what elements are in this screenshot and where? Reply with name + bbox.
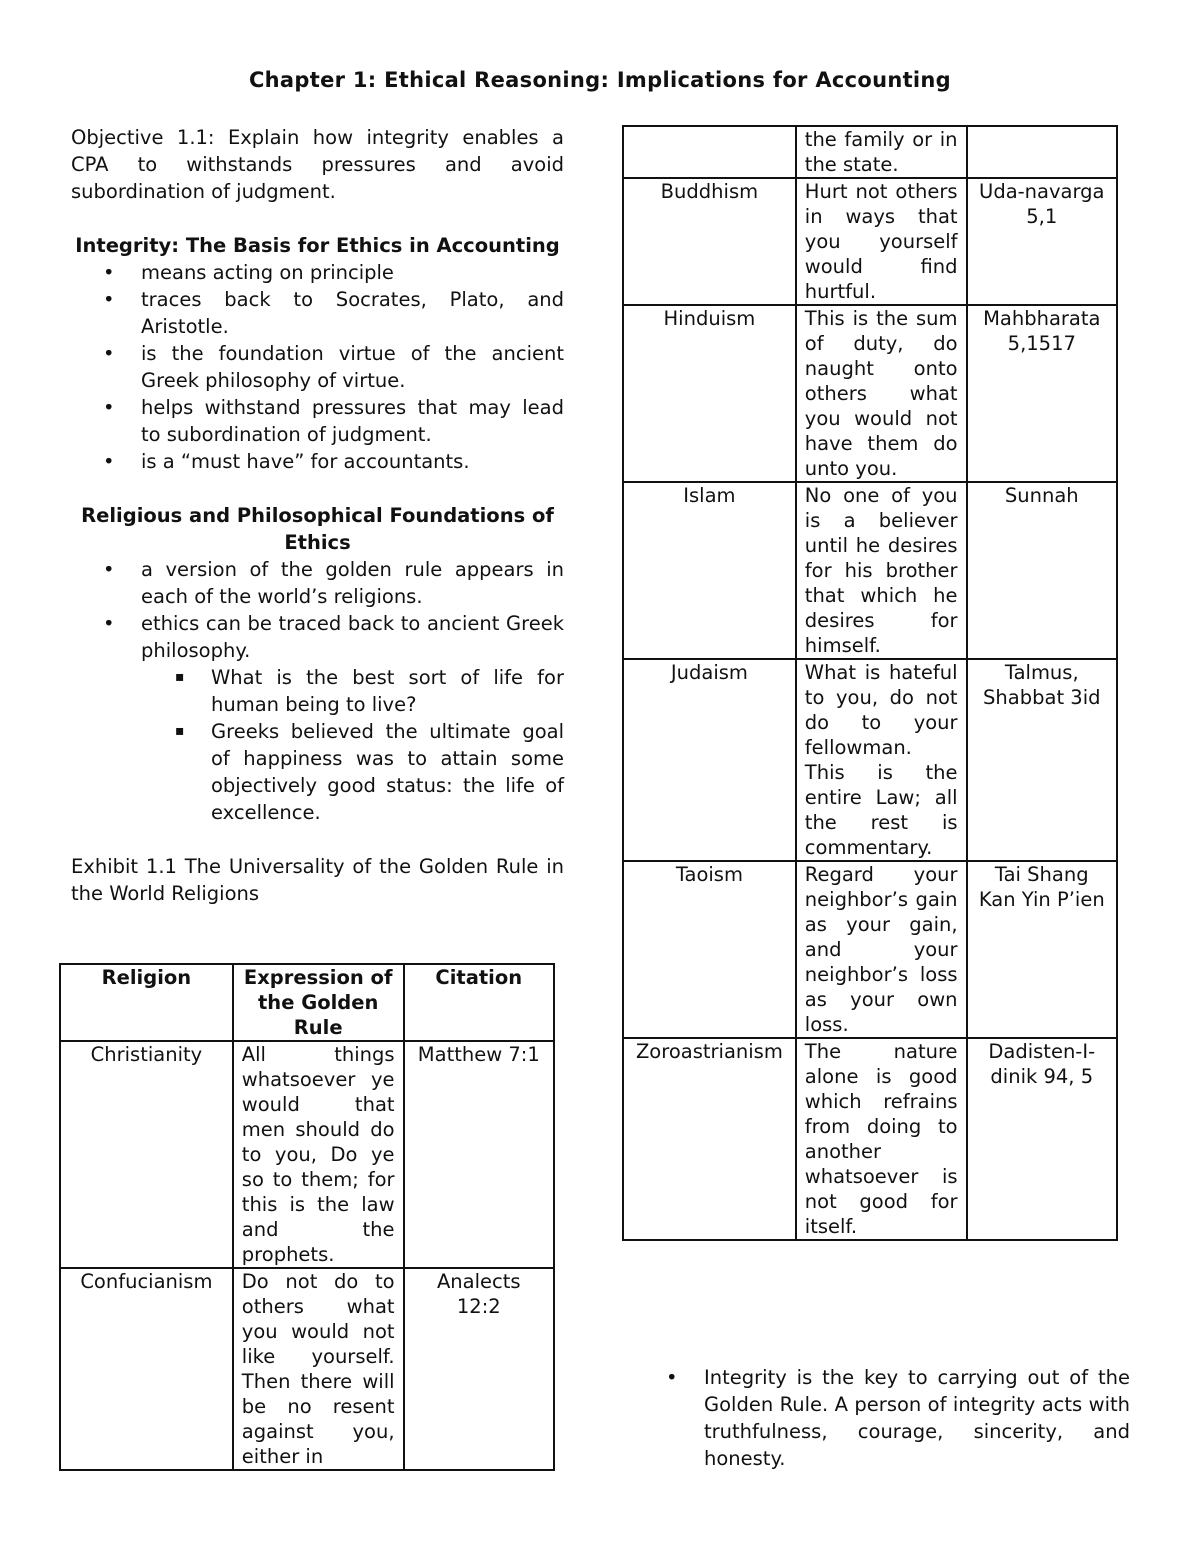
foundations-bullet-list	[71, 556, 564, 664]
table-row	[623, 178, 1117, 305]
expression-cell: Hurt not others in ways that you yourself would find hurtful.	[796, 178, 967, 305]
citation-cell: Uda-navarga 5,1	[967, 178, 1117, 305]
closing-bullet-list	[634, 1364, 1130, 1472]
expression-cell: All things whatsoever ye would that men should do to you, Do ye so to them; for this is the law and the prophets.	[233, 1041, 404, 1268]
citation-cell: Tai Shang Kan Yin P’ien	[967, 861, 1117, 1038]
expression-cell: Regard your neighbor’s gain as your gain, and your neighbor’s loss as your own loss.	[796, 861, 967, 1038]
citation-cell: Mahbharata 5,1517	[967, 305, 1117, 482]
foundations-heading: Religious and Philosophical Foundations of Ethics	[81, 504, 554, 554]
religion-cell: Taoism	[623, 861, 796, 1038]
header-expression: Expression of the Golden Rule	[233, 964, 404, 1041]
citation-cell: Talmus, Shabbat 3id	[967, 659, 1117, 861]
religion-cell: Christianity	[60, 1041, 233, 1268]
header-citation: Citation	[404, 964, 554, 1041]
foundations-sub-list	[71, 664, 564, 826]
page-title: Chapter 1: Ethical Reasoning: Implications for Accounting	[248, 68, 952, 92]
religion-cell	[623, 126, 796, 178]
religion-cell: Buddhism	[623, 178, 796, 305]
left-column	[71, 124, 564, 907]
list-item: • means acting on principle	[71, 259, 564, 286]
list-item: • helps withstand pressures that may lead to subordination of judgment.	[71, 394, 564, 448]
list-item: • a version of the golden rule appears in each of the world’s religions.	[71, 556, 564, 610]
citation-cell: Analects 12:2	[404, 1268, 554, 1470]
integrity-bullet-list	[71, 259, 564, 475]
list-item: • Integrity is the key to carrying out of the Golden Rule. A person of integrity acts with truthfulness, courage, sincerity, and honesty.	[634, 1364, 1130, 1472]
citation-cell: Dadisten-I-dinik 94, 5	[967, 1038, 1117, 1240]
religion-cell: Islam	[623, 482, 796, 659]
citation-cell: Matthew 7:1	[404, 1041, 554, 1268]
expression-cell: Do not do to others what you would not like yourself. Then there will be no resent against you, either in	[233, 1268, 404, 1470]
expression-cell: This is the sum of duty, do naught onto others what you would not have them do unto you.	[796, 305, 967, 482]
religion-cell: Confucianism	[60, 1268, 233, 1470]
table-row	[623, 305, 1117, 482]
objective-text: Objective 1.1: Explain how integrity enables a CPA to withstands pressures and avoid subordination of judgment.	[71, 126, 564, 203]
religion-cell: Judaism	[623, 659, 796, 861]
religion-cell: Hinduism	[623, 305, 796, 482]
citation-cell: Sunnah	[967, 482, 1117, 659]
exhibit-caption: Exhibit 1.1 The Universality of the Golden Rule in the World Religions	[71, 855, 564, 905]
table-row	[60, 1268, 554, 1470]
table-row	[623, 1038, 1117, 1240]
table-row	[623, 126, 1117, 178]
table-row	[623, 659, 1117, 861]
table-row	[623, 482, 1117, 659]
expression-cell: The nature alone is good which refrains from doing to another whatsoever is not good for itself.	[796, 1038, 967, 1240]
religion-cell: Zoroastrianism	[623, 1038, 796, 1240]
list-item: • ethics can be traced back to ancient Greek philosophy.	[71, 610, 564, 664]
expression-cell: No one of you is a believer until he desires for his brother that which he desires for himself.	[796, 482, 967, 659]
integrity-heading: Integrity: The Basis for Ethics in Accounting	[75, 234, 560, 257]
golden-rule-table-part-1	[59, 963, 555, 1471]
citation-cell	[967, 126, 1117, 178]
list-item: ▪ Greeks believed the ultimate goal of happiness was to attain some objectively good status: the life of excellence.	[71, 718, 564, 826]
golden-rule-table-part-2	[622, 125, 1118, 1241]
expression-cell: the family or in the state.	[796, 126, 967, 178]
expression-cell: What is hateful to you, do not do to your fellowman. This is the entire Law; all the rest is commentary.	[796, 659, 967, 861]
table-row	[623, 861, 1117, 1038]
header-religion: Religion	[60, 964, 233, 1041]
list-item: ▪ What is the best sort of life for human being to live?	[71, 664, 564, 718]
table-row	[60, 1041, 554, 1268]
list-item: • is the foundation virtue of the ancient Greek philosophy of virtue.	[71, 340, 564, 394]
list-item: • traces back to Socrates, Plato, and Aristotle.	[71, 286, 564, 340]
list-item: • is a “must have” for accountants.	[71, 448, 564, 475]
table-header-row	[60, 964, 554, 1041]
